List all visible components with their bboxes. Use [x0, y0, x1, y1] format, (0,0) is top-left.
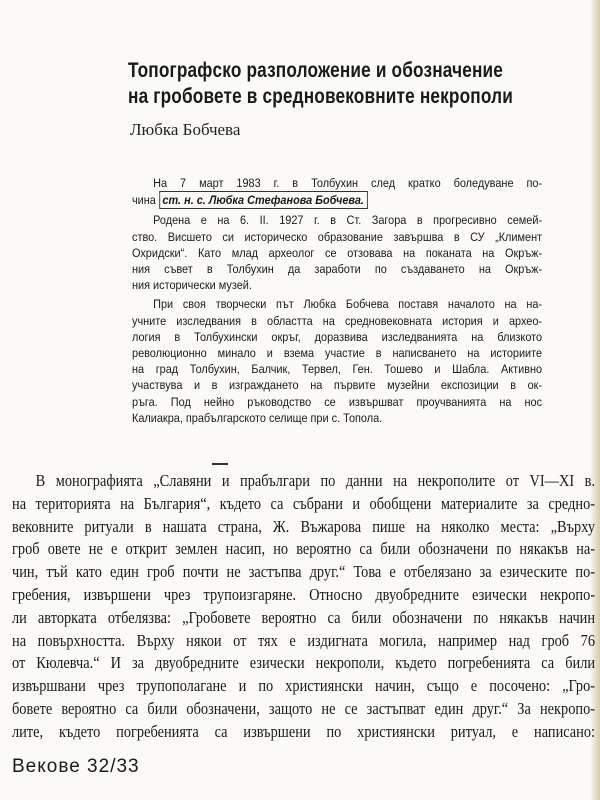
obit-line: Родена е на 6. II. 1927 г. в Ст. Загора в прогресивно семей- — [153, 213, 543, 228]
obit-line: ръга. Под нейно ръководство се извършват проучванията на нос — [132, 394, 543, 409]
section-divider — [212, 463, 228, 465]
obit-line: ния исторически музей. — [132, 278, 252, 293]
body-line: гребения, извършени чрез трупоизгаряне. Относно двуобредните езически некропо- — [12, 584, 596, 604]
title-line-2: на гробовете в средновековните некрополи — [128, 85, 513, 108]
obit-line: Калиакра, прабългарското селище при с. Топола. — [132, 410, 383, 425]
body-line: извършвани чрез трупополагане и по християнски начин, също е посочено: „Гро- — [12, 676, 596, 696]
body-line: от Кюлевча.“ И за двуобредните езически некрополи, където погребенията са били — [12, 653, 596, 673]
body-line: на повърхността. Върху някои от тях е издигната могила, например над гроб 76 — [12, 630, 596, 650]
article-author: Любка Бобчева — [130, 120, 241, 139]
body-line: В монографията „Славяни и прабългари по данни на некрополите от VI—XI в. — [35, 471, 596, 490]
obit-line: на град Толбухин, Балчик, Тервел, Ген. Тошево и Шабла. Активно — [132, 362, 543, 377]
journal-footer: Векове 32/33 — [12, 756, 140, 777]
deceased-name-box: ст. н. с. Любка Стефанова Бобчева. — [159, 191, 368, 209]
article-title — [128, 58, 600, 110]
body-line: вековните ритуали в нашата страна, Ж. Въжарова пише на няколко места: „Върху — [12, 516, 596, 536]
obit-line: Охридски“. Като млад археолог се отзовава на поканата на Окръж- — [132, 245, 543, 260]
obit-line: ство. Висшето си историческо образование завършва в СУ „Климент — [132, 229, 543, 244]
obit-line: ния съвет в Толбухин да заработи по създаването на Окръж- — [132, 262, 543, 277]
body-line: чин, тъй като един гроб почти не застъпва друг.“ Това е отбелязано за езическите по- — [12, 562, 596, 582]
obit-line: революционно минало и взема участие в написването на историите — [132, 346, 543, 361]
body-line: бовете вероятно са били обозначени, защото не се застъпват един друг.“ За некропо- — [12, 698, 596, 718]
main-body-text — [12, 470, 595, 744]
body-line: гроб овете не е открит землен насип, но вероятно са били обозначени по някакъв на- — [12, 539, 596, 559]
obit-line: логия в Толбухински окръг, доразвива изследванията на близкото — [132, 329, 543, 344]
obit-line: При своя творчески път Любка Бобчева поставя началото на на- — [153, 297, 543, 312]
body-line: лите, където погребенията са извършени по християнски ритуал, е написано: — [12, 721, 596, 741]
obituary-block — [132, 175, 542, 426]
body-line: ли авторката отбелязва: „Гробовете вероятно са били обозначени по някакъв начин — [12, 607, 596, 627]
title-line-1: Топографско разположение и обозначение — [128, 59, 504, 82]
body-line: на територията на България“, където са събрани и обобщени материалите за средно- — [12, 493, 596, 513]
obit-line — [132, 191, 542, 209]
obit-word: чина — [132, 193, 156, 208]
obit-line: участвува и в изграждането на първите музейни експозиции в ок- — [132, 378, 543, 393]
obit-line: учните изследвания в областта на средновековната история и архео- — [132, 313, 543, 328]
obit-line: На 7 март 1983 г. в Толбухин след кратко боледуване по- — [153, 176, 543, 190]
